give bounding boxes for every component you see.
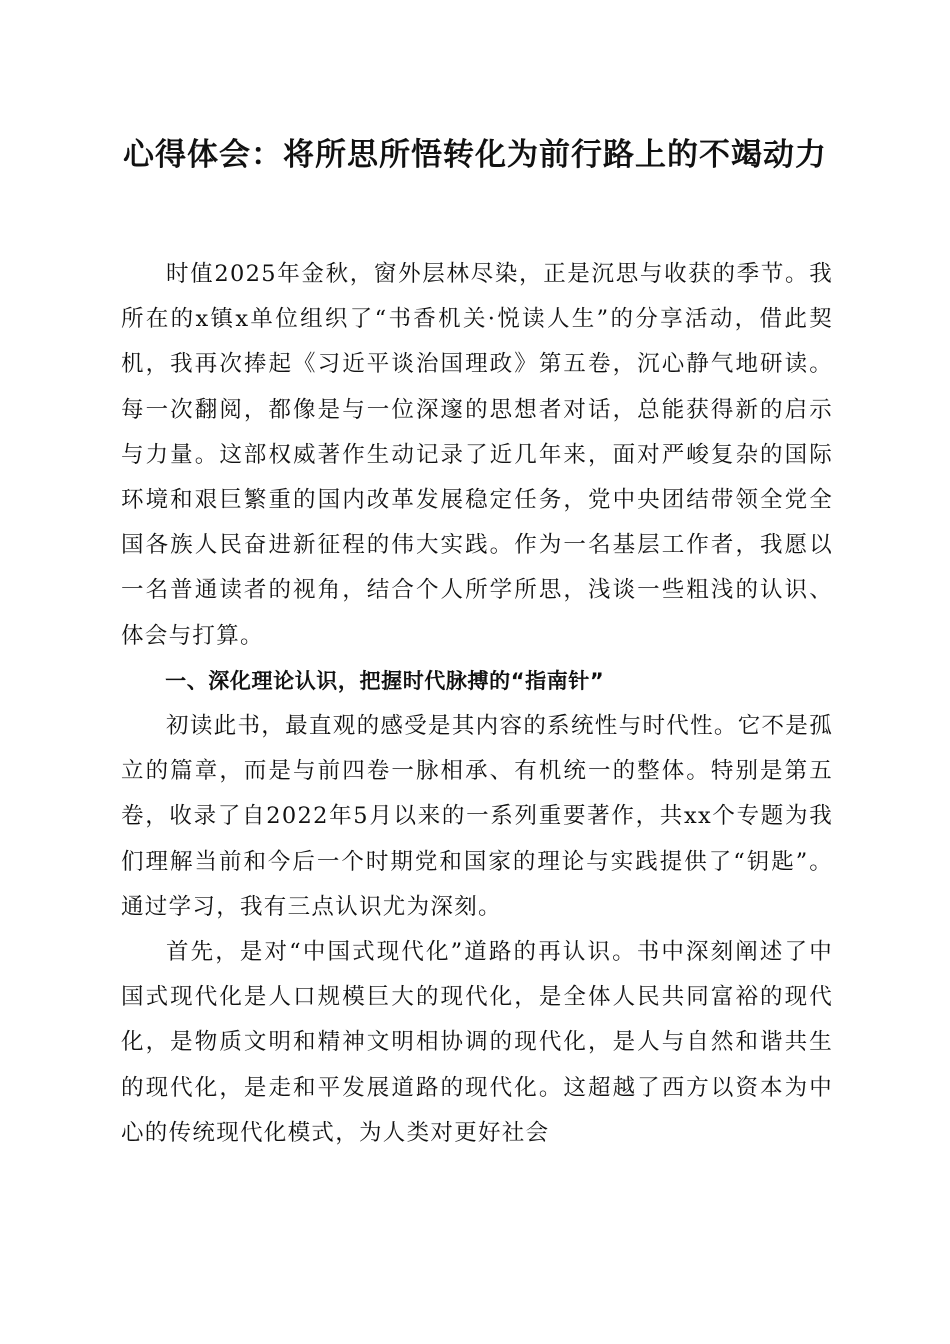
document-body — [121, 252, 833, 1156]
intro-paragraph: 时值2025年金秋，窗外层林尽染，正是沉思与收获的季节。我所在的x镇x单位组织了“书香机关·悦读人生”的分享活动，借此契机，我再次捧起《习近平谈治国理政》第五卷，沉心静气地研读。每一次翻阅，都像是与一位深邃的思想者对话，总能获得新的启示与力量。这部权威著作生动记录了近几年来，面对严峻复杂的国际环境和艰巨繁重的国内改革发展稳定任务，党中央团结带领全党全国各族人民奋进新征程的伟大实践。作为一名基层工作者，我愿以一名普通读者的视角，结合个人所学所思，浅谈一些粗浅的认识、体会与打算。 — [121, 261, 833, 649]
section-paragraph-1: 初读此书，最直观的感受是其内容的系统性与时代性。它不是孤立的篇章，而是与前四卷一脉相承、有机统一的整体。特别是第五卷，收录了自2022年5月以来的一系列重要著作，共xx个专题为我们理解当前和今后一个时期党和国家的理论与实践提供了“钥匙”。通过学习，我有三点认识尤为深刻。 — [121, 713, 833, 920]
document-title: 心得体会：将所思所悟转化为前行路上的不竭动力 — [123, 137, 827, 173]
section-paragraph-2: 首先，是对“中国式现代化”道路的再认识。书中深刻阐述了中国式现代化是人口规模巨大的现代化，是全体人民共同富裕的现代化，是物质文明和精神文明相协调的现代化，是人与自然和谐共生的现代化，是走和平发展道路的现代化。这超越了西方以资本为中心的传统现代化模式，为人类对更好社会 — [121, 939, 833, 1146]
section-heading: 一、深化理论认识，把握时代脉搏的“指南针” — [165, 668, 605, 693]
